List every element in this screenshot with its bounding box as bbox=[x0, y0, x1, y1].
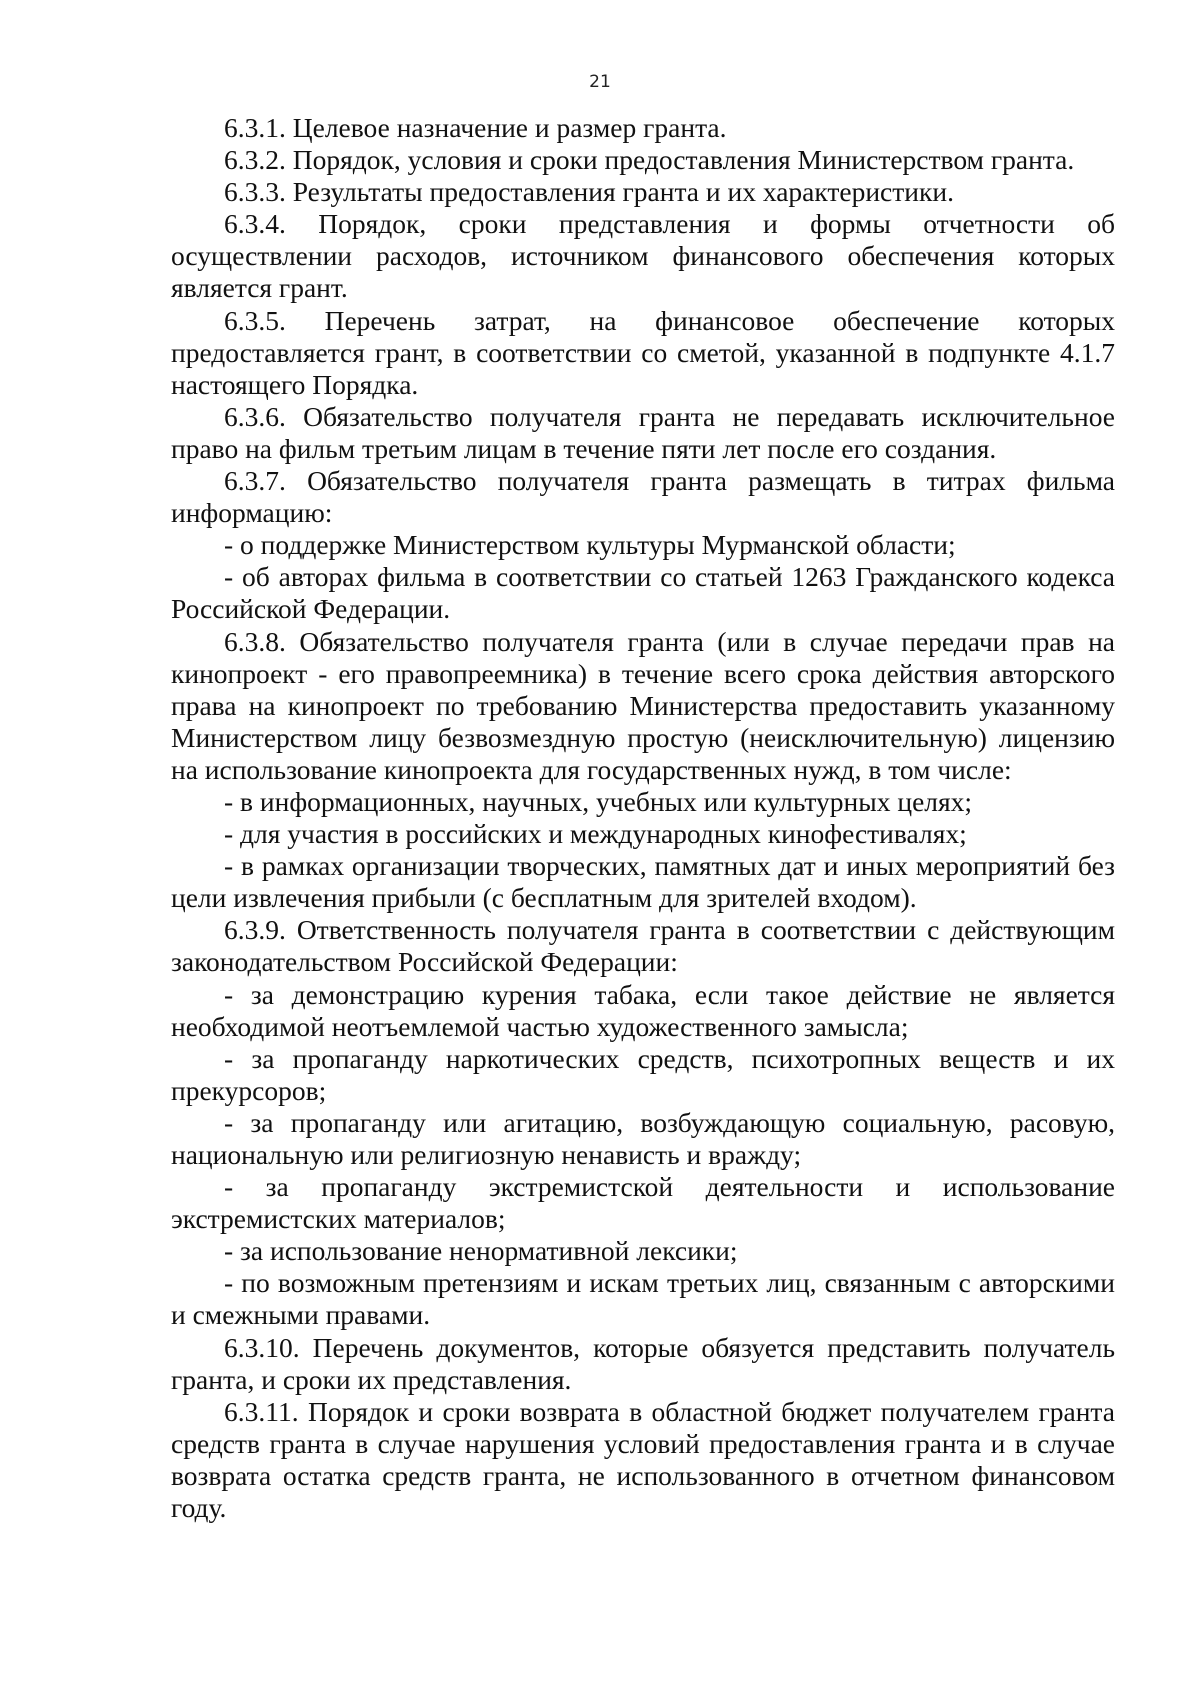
paragraph-6-3-6: 6.3.6. Обязательство получателя гранта не передавать исключительное право на фильм третьим лицам в течение пяти лет после его создания. bbox=[171, 400, 1115, 464]
list-item-liability-hatred: - за пропаганду или агитацию, возбуждающую социальную, расовую, национальную или религиозную ненависть и вражду; bbox=[171, 1106, 1115, 1170]
list-item-license-events: - в рамках организации творческих, памятных дат и иных мероприятий без цели извлечения прибыли (с бесплатным для зрителей входом). bbox=[171, 850, 1115, 914]
paragraph-6-3-7: 6.3.7. Обязательство получателя гранта размещать в титрах фильма информацию: bbox=[171, 465, 1115, 529]
list-item-credits-authors: - об авторах фильма в соответствии со статьей 1263 Гражданского кодекса Российской Федерации. bbox=[171, 561, 1115, 625]
list-item-license-info: - в информационных, научных, учебных или культурных целях; bbox=[224, 785, 973, 817]
paragraph-6-3-2: 6.3.2. Порядок, условия и сроки предоставления Министерством гранта. bbox=[224, 144, 1075, 176]
list-item-license-festivals: - для участия в российских и международных кинофестивалях; bbox=[224, 818, 967, 850]
list-item-liability-profanity: - за использование ненормативной лексики; bbox=[224, 1235, 738, 1267]
paragraph-6-3-8: 6.3.8. Обязательство получателя гранта (или в случае передачи прав на кинопроект - его правопреемника) в течение всего срока действия авторского права на кинопроект по требованию Министерства предоставить указанному Министерством лицу безвозмездную простую (неисключительную) лицензию на использование кинопроекта для государственных нужд, в том числе: bbox=[171, 625, 1115, 785]
paragraph-6-3-10: 6.3.10. Перечень документов, которые обязуется представить получатель гранта, и сроки их представления. bbox=[171, 1331, 1115, 1395]
paragraph-6-3-11: 6.3.11. Порядок и сроки возврата в областной бюджет получателем гранта средств гранта в случае нарушения условий предоставления гранта и в случае возврата остатка средств гранта, не использованного в отчетном финансовом году. bbox=[171, 1395, 1115, 1524]
list-item-liability-claims: - по возможным претензиям и искам третьих лиц, связанным с авторскими и смежными правами. bbox=[171, 1267, 1115, 1331]
list-item-liability-tobacco: - за демонстрацию курения табака, если такое действие не является необходимой неотъемлемой частью художественного замысла; bbox=[171, 978, 1115, 1042]
page-number: 21 bbox=[589, 72, 611, 92]
paragraph-6-3-5: 6.3.5. Перечень затрат, на финансовое обеспечение которых предоставляется грант, в соответствии со сметой, указанной в подпункте 4.1.7 настоящего Порядка. bbox=[171, 304, 1115, 400]
paragraph-6-3-3: 6.3.3. Результаты предоставления гранта и их характеристики. bbox=[224, 176, 954, 208]
list-item-liability-extremism: - за пропаганду экстремистской деятельности и использование экстремистских материалов; bbox=[171, 1171, 1115, 1235]
paragraph-6-3-4: 6.3.4. Порядок, сроки представления и формы отчетности об осуществлении расходов, источником финансового обеспечения которых является грант. bbox=[171, 208, 1115, 304]
list-item-credits-support: - о поддержке Министерством культуры Мурманской области; bbox=[224, 529, 956, 561]
paragraph-6-3-9: 6.3.9. Ответственность получателя гранта в соответствии с действующим законодательством Российской Федерации: bbox=[171, 914, 1115, 978]
list-item-liability-narcotics: - за пропаганду наркотических средств, психотропных веществ и их прекурсоров; bbox=[171, 1042, 1115, 1106]
paragraph-6-3-1: 6.3.1. Целевое назначение и размер гранта. bbox=[224, 112, 727, 143]
document-body bbox=[171, 112, 1115, 1524]
